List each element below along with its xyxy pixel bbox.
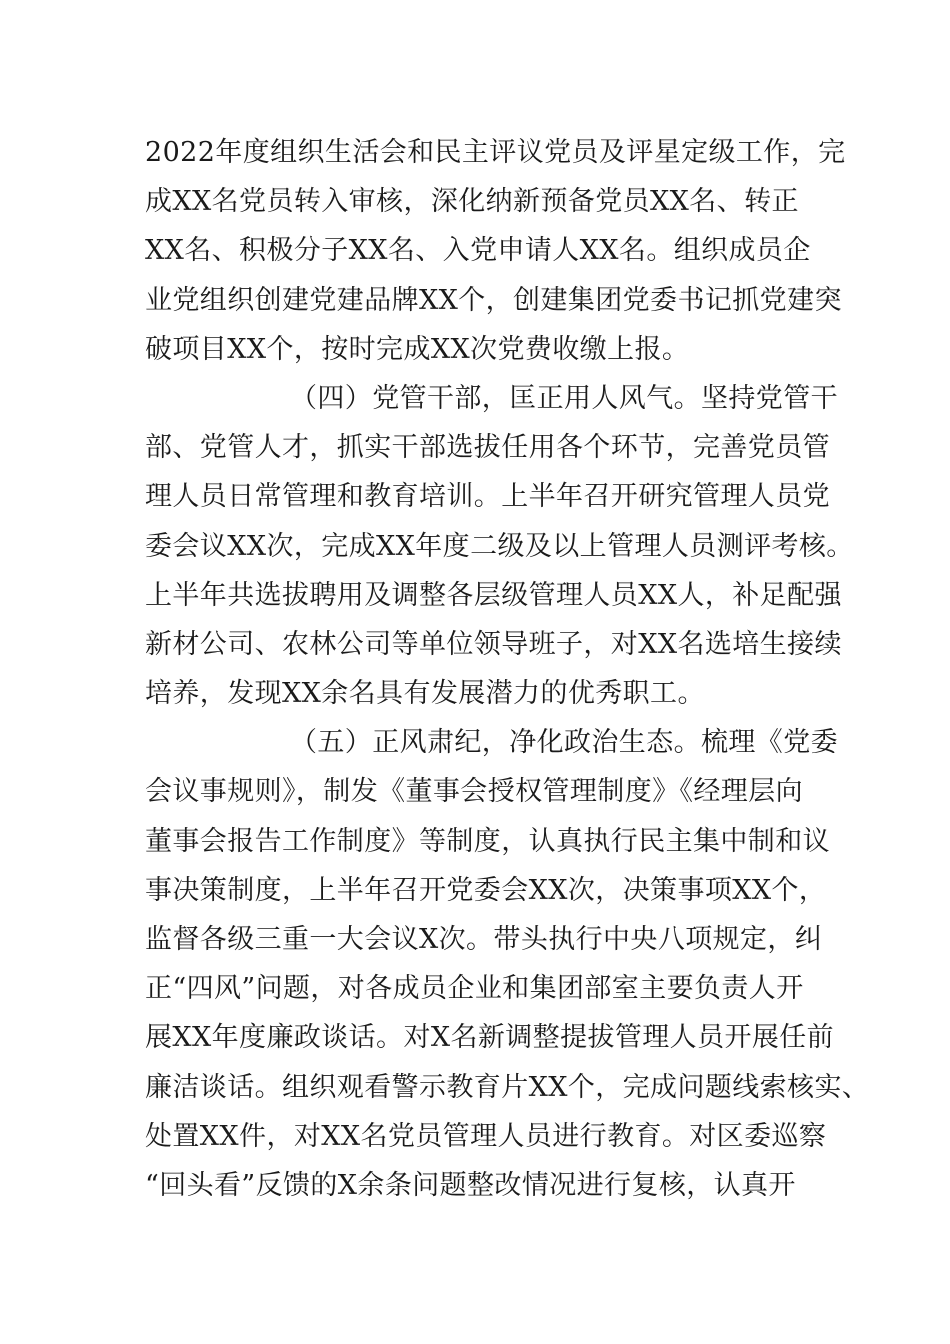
text-line: 会议事规则》，制发《董事会授权管理制度》《经理层向 — [145, 776, 803, 808]
text-line: 处置XX件，对XX名党员管理人员进行教育。对区委巡察 — [145, 1120, 827, 1152]
body-text — [145, 128, 870, 1210]
section-heading-line: （四）党管干部，匡正用人风气。坚持党管干 — [290, 382, 838, 414]
text-line: 正“四风”问题，对各成员企业和集团部室主要负责人开 — [145, 973, 804, 1005]
text-line: 事决策制度，上半年召开党委会XX次，决策事项XX个， — [145, 874, 827, 906]
text-line: 部、党管人才，抓实干部选拔任用各个环节，完善党员管 — [145, 432, 830, 464]
text-line: 监督各级三重一大会议X次。带头执行中央八项规定，纠 — [145, 924, 823, 955]
text-line: 2022年度组织生活会和民主评议党员及评星定级工作，完 — [145, 137, 846, 168]
text-line: 破项目XX个，按时完成XX次党费收缴上报。 — [145, 333, 690, 365]
text-line: 新材公司、农林公司等单位领导班子，对XX名选培生接续 — [145, 628, 842, 660]
text-line: 上半年共选拔聘用及调整各层级管理人员XX人，补足配强 — [145, 579, 842, 611]
text-line: 培养，发现XX余名具有发展潜力的优秀职工。 — [145, 678, 705, 710]
text-line: 业党组织创建党建品牌XX个，创建集团党委书记抓党建突 — [145, 284, 842, 316]
text-line: XX名、积极分子XX名、入党申请人XX名。组织成员企 — [145, 235, 811, 267]
text-line: 董事会报告工作制度》等制度，认真执行民主集中制和议 — [145, 825, 830, 857]
text-line: 展XX年度廉政谈话。对X名新调整提拔管理人员开展任前 — [145, 1022, 835, 1054]
text-line: 理人员日常管理和教育培训。上半年召开研究管理人员党 — [145, 481, 830, 513]
text-line: 委会议XX次，完成XX年度二级及以上管理人员测评考核。 — [145, 530, 854, 562]
section-heading-line: （五）正风肃纪，净化政治生态。梳理《党委 — [290, 727, 838, 759]
text-line: “回头看”反馈的X余条问题整改情况进行复核，认真开 — [145, 1169, 796, 1201]
text-line: 成XX名党员转入审核，深化纳新预备党员XX名、转正 — [145, 186, 799, 218]
text-line: 廉洁谈话。组织观看警示教育片XX个，完成问题线索核实、 — [145, 1071, 870, 1103]
